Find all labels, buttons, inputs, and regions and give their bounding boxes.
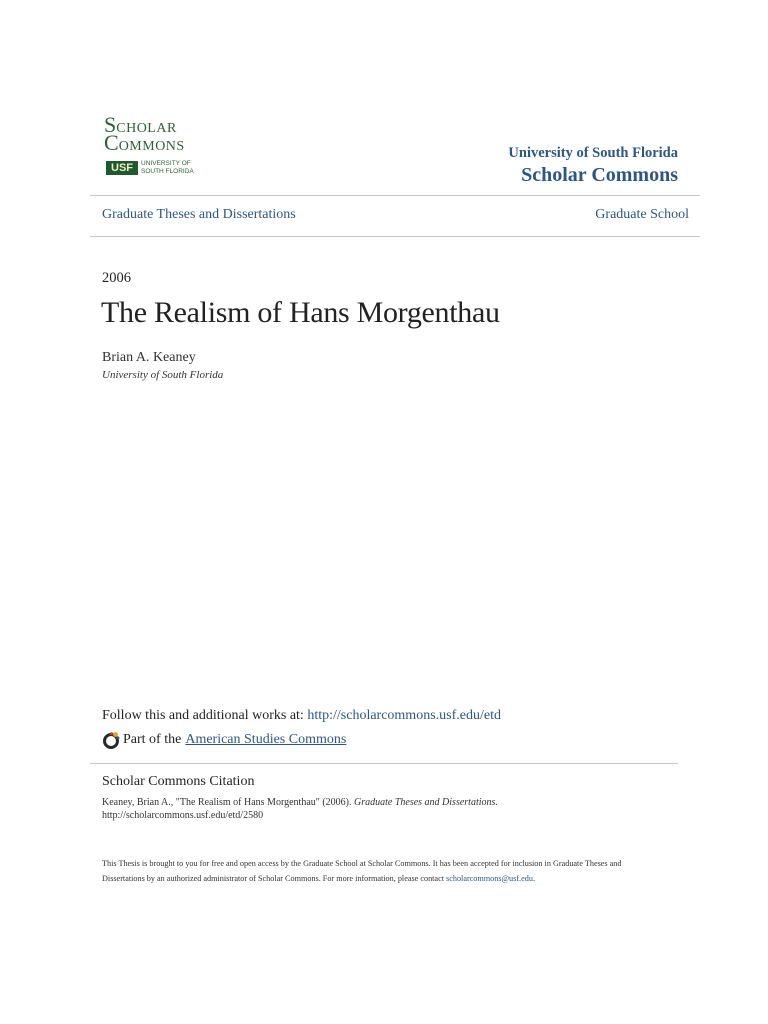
author-name: Brian A. Keaney <box>102 350 196 365</box>
logo-line-1: SCHOLAR <box>104 112 177 137</box>
contact-email-link[interactable]: scholarcommons@usf.edu <box>446 874 533 883</box>
scholar-commons-logo <box>104 114 204 178</box>
usf-badge-text: UNIVERSITY OF SOUTH FLORIDA <box>141 160 194 175</box>
logo-line-2: COMMONS <box>104 130 185 155</box>
graduate-school-link[interactable]: Graduate School <box>595 207 689 222</box>
follow-line: Follow this and additional works at: http://scholarcommons.usf.edu/etd <box>102 708 501 723</box>
citation-heading: Scholar Commons Citation <box>102 774 255 789</box>
american-studies-commons-link[interactable]: American Studies Commons <box>185 732 347 747</box>
citation-text: Keaney, Brian A., "The Realism of Hans Morgenthau" (2006). Graduate Theses and Dissertations. http://scholarcommons.usf.edu/etd/2580 <box>102 797 498 821</box>
repository-header <box>508 145 678 187</box>
open-access-notice: This Thesis is brought to you for free and open access by the Graduate School at Scholar Commons. It has been accepted for inclusion in Graduate Theses and Dissertations by an authorized administrator of Scholar Commons. For more information, please contact scholarcommons@usf.edu. <box>102 859 622 883</box>
citation-divider <box>90 763 678 764</box>
commons-network-icon <box>102 731 120 749</box>
scholar-commons-link[interactable]: Scholar Commons <box>521 164 678 186</box>
university-link[interactable]: University of South Florida <box>508 145 678 161</box>
author-affiliation: University of South Florida <box>102 369 224 381</box>
part-of-line: Part of the American Studies Commons <box>102 731 346 749</box>
header-divider <box>90 195 700 196</box>
citation-url: http://scholarcommons.usf.edu/etd/2580 <box>102 810 264 821</box>
nav-divider <box>90 236 700 237</box>
work-title: The Realism of Hans Morgenthau <box>101 296 500 329</box>
usf-badge: USF <box>106 161 138 175</box>
graduate-theses-link[interactable]: Graduate Theses and Dissertations <box>102 207 296 222</box>
etd-url-link[interactable]: http://scholarcommons.usf.edu/etd <box>307 708 501 723</box>
publication-year: 2006 <box>102 270 131 286</box>
